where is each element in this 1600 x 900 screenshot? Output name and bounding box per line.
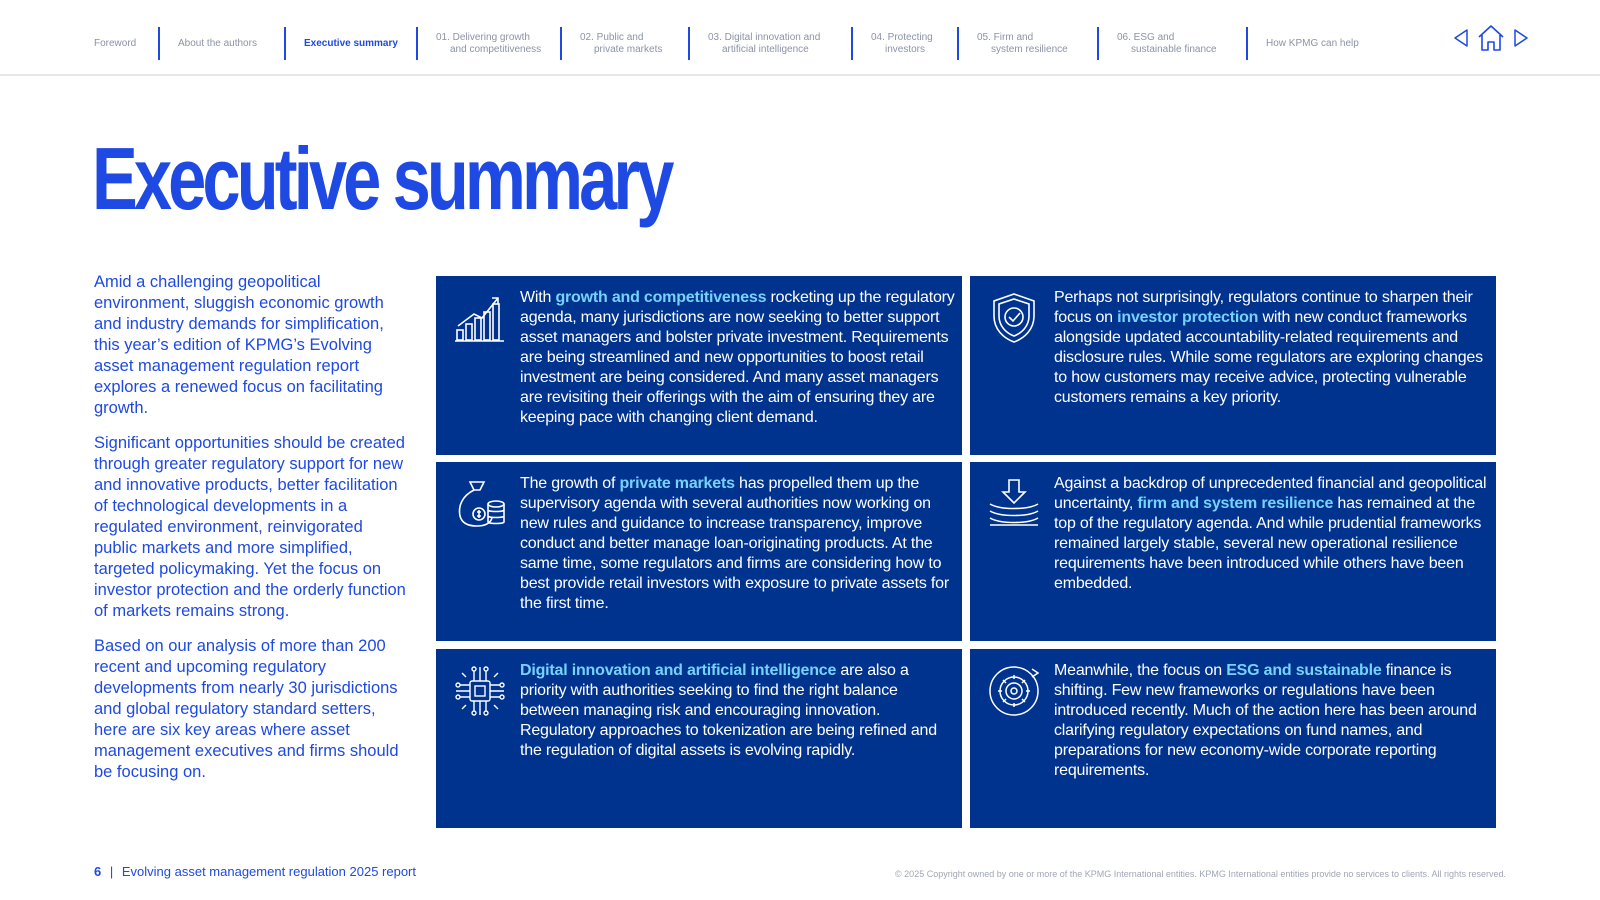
card-text bbox=[520, 474, 958, 614]
nav-tab-label: and competitiveness bbox=[450, 44, 542, 55]
copyright-notice: © 2025 Copyright owned by one or more of the KPMG International entities. KPMG International entities provide no services to clients. All rights reserved. bbox=[895, 869, 1506, 879]
previous-arrow-icon[interactable] bbox=[1452, 28, 1470, 53]
nav-divider bbox=[1246, 27, 1248, 60]
nav-tab-label: investors bbox=[885, 44, 926, 55]
card-esg-sustainable-finance[interactable] bbox=[970, 649, 1496, 828]
card-firm-system-resilience[interactable] bbox=[970, 462, 1496, 641]
intro-paragraph: Based on our analysis of more than 200 recent and upcoming regulatory developments from nearly 30 jurisdictions and global regulatory standard setters, here are six key areas where asset management executives and firms should be focusing on. bbox=[94, 637, 399, 781]
nav-tab-executive-summary[interactable] bbox=[304, 24, 398, 64]
nav-tab-protecting-investors[interactable] bbox=[871, 24, 933, 64]
card-text-pre: With bbox=[520, 289, 556, 306]
nav-divider bbox=[284, 27, 286, 60]
nav-tab-how-kpmg-can-help[interactable] bbox=[1266, 24, 1359, 64]
card-text-post: has propelled them up the supervisory agenda with several authorities now working on new rules and guidance to increase transparency, improve conduct and better manage loan-originating products. At the same time, some regulators and firms are considering how to best provide retail investors with exposure to private assets for the first time. bbox=[520, 475, 949, 612]
nav-divider bbox=[560, 27, 562, 60]
nav-divider bbox=[851, 27, 853, 60]
card-text-post: are also a priority with authorities seeking to find the right balance between managing risk and encouraging innovation. Regulatory approaches to tokenization are being refined and the regulation of digital assets is evolving rapidly. bbox=[520, 662, 937, 759]
card-text-pre: Meanwhile, the focus on bbox=[1054, 662, 1227, 679]
nav-divider bbox=[688, 27, 690, 60]
nav-tab-label: 01. Delivering growth bbox=[436, 32, 530, 43]
nav-tab-label: 03. Digital innovation and bbox=[708, 32, 821, 43]
growth-chart-icon bbox=[452, 290, 508, 346]
nav-tab-about-authors[interactable] bbox=[178, 24, 257, 64]
nav-divider bbox=[1097, 27, 1099, 60]
card-text-post: with new conduct frameworks alongside updated accountability-related requirements and disclosure rules. While some regulators are exploring changes to how customers may receive advice, protecting vulnerable customers remains a key priority. bbox=[1054, 309, 1483, 406]
card-text bbox=[1054, 288, 1492, 408]
card-highlight[interactable]: investor protection bbox=[1117, 309, 1259, 326]
nav-tab-label: About the authors bbox=[178, 38, 257, 49]
nav-tab-label: sustainable finance bbox=[1131, 44, 1217, 55]
nav-tab-digital-innovation[interactable] bbox=[708, 24, 820, 64]
card-text-post: rocketing up the regulatory agenda, many jurisdictions are now seeking to better support asset managers and bolster private investment. Requirements are being streamlined and new opportunities to boost retail investment are being considered. And many asset managers are revisiting their offerings with the aim of ensuring they are keeping pace with changing client demand. bbox=[520, 289, 955, 426]
card-highlight[interactable]: Digital innovation and artificial intelligence bbox=[520, 662, 837, 679]
nav-tab-growth-competitiveness[interactable] bbox=[436, 24, 541, 64]
nav-icon-group bbox=[1452, 24, 1530, 57]
card-text-pre: Perhaps not surprisingly, regulators continue to sharpen their focus on bbox=[1054, 289, 1473, 326]
card-text-post: has remained at the top of the regulatory agenda. And while prudential frameworks remained largely stable, several new operational resilience requirements have been introduced while others have been embedded. bbox=[1054, 495, 1482, 592]
card-text-pre: The growth of bbox=[520, 475, 620, 492]
card-investor-protection[interactable] bbox=[970, 276, 1496, 455]
footer-page-info bbox=[94, 864, 416, 879]
card-digital-innovation-ai[interactable] bbox=[436, 649, 962, 828]
page-title: Executive summary bbox=[92, 129, 671, 228]
nav-tab-label: system resilience bbox=[991, 44, 1068, 55]
shield-check-icon bbox=[986, 290, 1042, 346]
card-text-pre: Against a backdrop of unprecedented financial and geopolitical uncertainty, bbox=[1054, 475, 1487, 512]
next-arrow-icon[interactable] bbox=[1512, 28, 1530, 53]
card-growth-competitiveness[interactable] bbox=[436, 276, 962, 455]
card-text bbox=[1054, 661, 1492, 781]
card-text-post: finance is shifting. Few new frameworks or regulations have been introduced recently. Much of the action here has been around clarifying regulatory expectations on fund names, and preparations for new economy-wide corporate reporting requirements. bbox=[1054, 662, 1477, 779]
nav-tab-label: 05. Firm and bbox=[977, 32, 1034, 43]
top-navigation bbox=[0, 0, 1600, 76]
nav-divider bbox=[158, 27, 160, 60]
nav-tab-firm-system-resilience[interactable] bbox=[977, 24, 1068, 64]
money-bag-coins-icon bbox=[452, 476, 508, 532]
nav-divider bbox=[416, 27, 418, 60]
card-text bbox=[520, 661, 958, 761]
intro-paragraph: Significant opportunities should be created through greater regulatory support for new and innovative products, better facilitation of technological developments in a regulated environment, reinvigorated public markets and more simplified, targeted policymaking. Yet the focus on investor protection and the orderly function of markets remains strong. bbox=[94, 434, 406, 620]
nav-tab-label: How KPMG can help bbox=[1266, 38, 1359, 49]
home-icon[interactable] bbox=[1476, 24, 1506, 57]
nav-tab-label: 02. Public and bbox=[580, 32, 644, 43]
nav-divider bbox=[957, 27, 959, 60]
footer-separator: | bbox=[109, 864, 114, 879]
report-title: Evolving asset management regulation 2025 report bbox=[121, 864, 416, 879]
nav-tab-public-private-markets[interactable] bbox=[580, 24, 662, 64]
nav-tab-label: Executive summary bbox=[304, 38, 398, 49]
nav-tab-label: 06. ESG and bbox=[1117, 32, 1175, 43]
card-text bbox=[520, 288, 958, 428]
page-number: 6 bbox=[94, 864, 102, 879]
nav-tab-label: artificial intelligence bbox=[722, 44, 809, 55]
card-text bbox=[1054, 474, 1492, 594]
card-highlight[interactable]: firm and system resilience bbox=[1137, 495, 1334, 512]
card-highlight[interactable]: ESG and sustainable bbox=[1226, 662, 1382, 679]
nav-tab-label: private markets bbox=[594, 44, 663, 55]
nav-tab-esg-sustainable-finance[interactable] bbox=[1117, 24, 1217, 64]
nav-tab-label: Foreword bbox=[94, 38, 137, 49]
card-highlight[interactable]: private markets bbox=[619, 475, 735, 492]
nav-tab-label: 04. Protecting bbox=[871, 32, 933, 43]
intro-paragraph: Amid a challenging geopolitical environment, sluggish economic growth and industry demands for simplification, this year’s edition of KPMG’s Evolving asset management regulation report explores a renewed focus on facilitating growth. bbox=[94, 273, 384, 417]
nav-tab-foreword[interactable] bbox=[94, 24, 136, 64]
card-private-markets[interactable] bbox=[436, 462, 962, 641]
intro-text bbox=[94, 272, 410, 797]
card-highlight[interactable]: growth and competitiveness bbox=[555, 289, 767, 306]
sustainability-gear-icon bbox=[986, 663, 1042, 719]
circuit-chip-icon bbox=[452, 663, 508, 719]
resilience-layers-icon bbox=[986, 476, 1042, 532]
